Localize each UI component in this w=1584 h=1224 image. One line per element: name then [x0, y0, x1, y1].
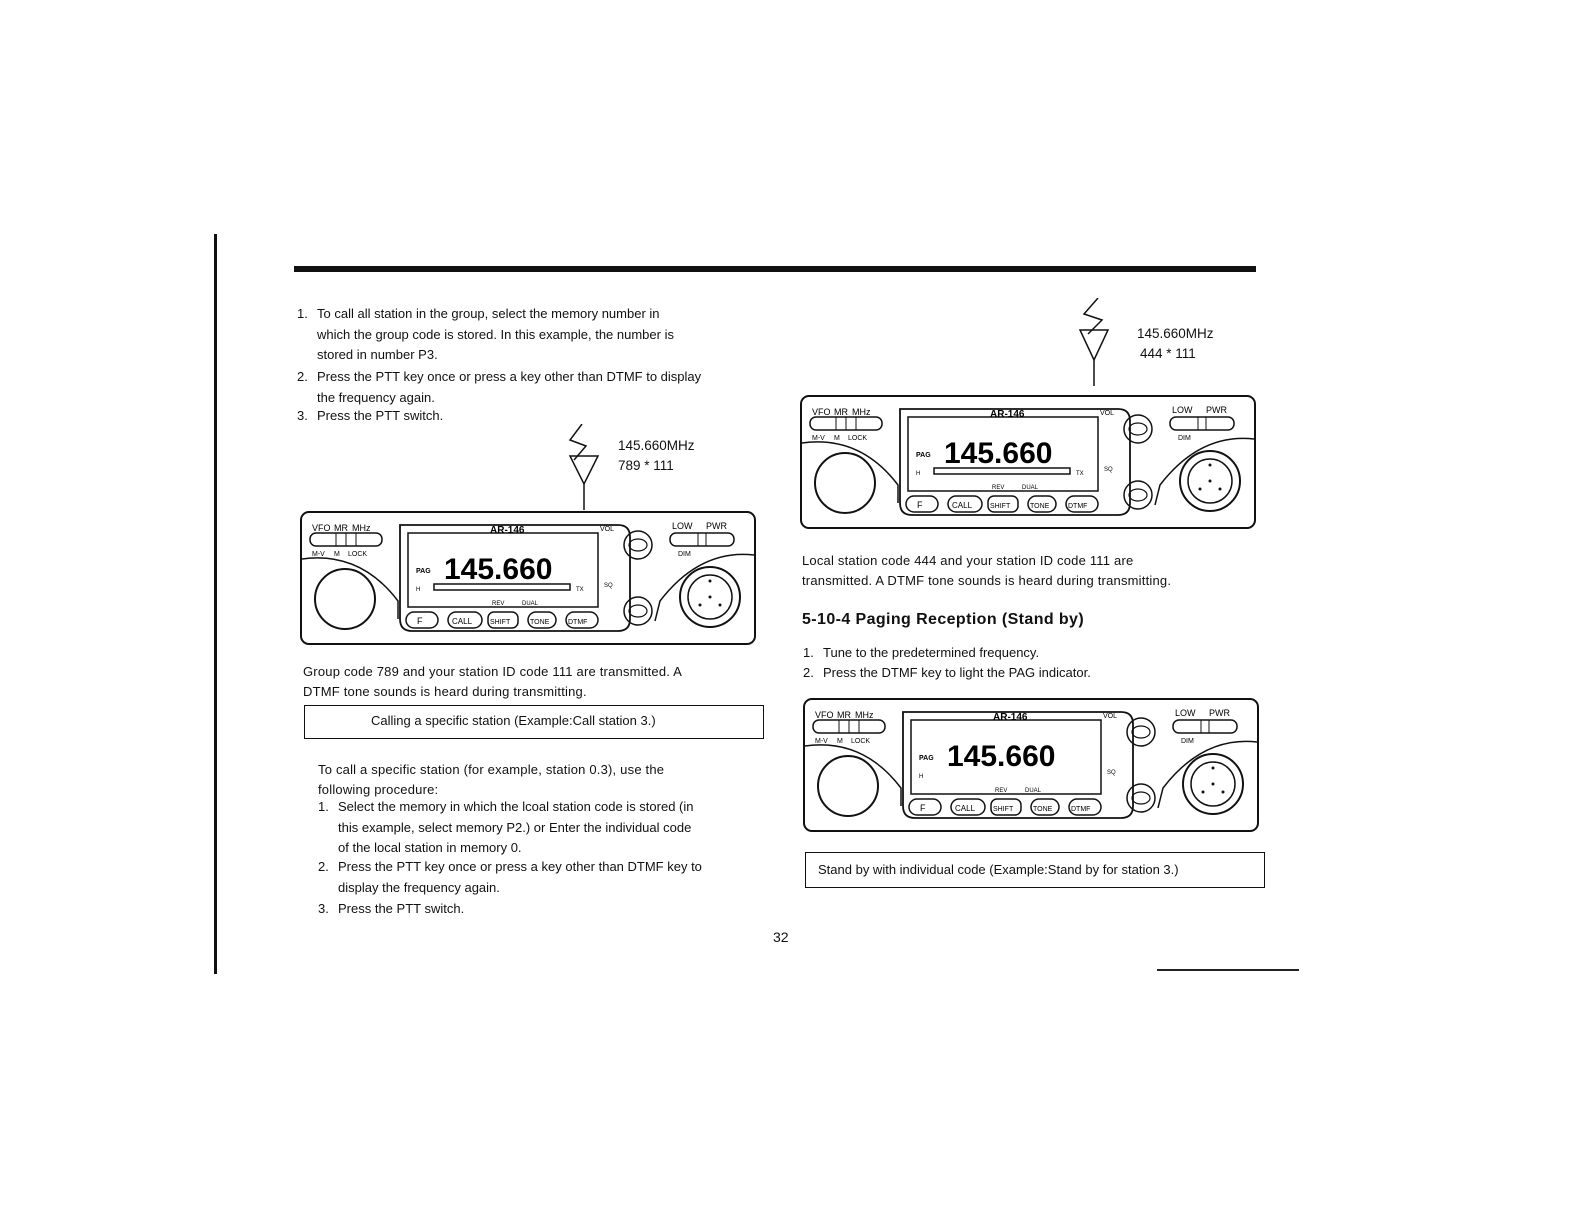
- intro-line: To call a specific station (for example, station 0.3), use the: [318, 762, 665, 777]
- list-text: Select the memory in which the lcoal station code is stored (in: [338, 799, 694, 814]
- svg-text:VOL: VOL: [1100, 410, 1115, 417]
- svg-text:CALL: CALL: [955, 804, 976, 813]
- svg-text:MR: MR: [837, 710, 851, 720]
- page-number: 32: [773, 929, 789, 945]
- svg-text:F: F: [920, 803, 926, 813]
- svg-text:TX: TX: [576, 587, 584, 593]
- svg-text:VOL: VOL: [1103, 713, 1118, 720]
- list-text: Press the PTT switch.: [338, 901, 465, 916]
- footer-rule: [1157, 969, 1299, 971]
- list-text: To call all station in the group, select the memory number in: [317, 306, 660, 321]
- radio-illustration-standby: [803, 698, 1259, 837]
- svg-text:LOW: LOW: [1172, 405, 1193, 415]
- svg-text:M-V: M-V: [812, 435, 825, 442]
- list-text: the frequency again.: [317, 389, 435, 405]
- list-number: 1.: [297, 306, 308, 321]
- svg-text:M-V: M-V: [312, 551, 325, 558]
- svg-text:LOCK: LOCK: [848, 435, 868, 442]
- svg-text:VOL: VOL: [600, 526, 615, 533]
- svg-text:MHz: MHz: [852, 407, 871, 417]
- svg-text:SQ: SQ: [1104, 467, 1113, 473]
- list-text: Press the PTT key once or press a key other than DTMF key to: [338, 859, 702, 874]
- svg-text:VFO: VFO: [812, 407, 831, 417]
- svg-text:PAG: PAG: [416, 568, 431, 575]
- svg-text:M: M: [837, 738, 843, 745]
- svg-text:M-V: M-V: [815, 738, 828, 745]
- box-label: Stand by with individual code (Example:Stand by for station 3.): [818, 862, 1179, 877]
- list-number: 2.: [318, 859, 329, 874]
- caption-line: Local station code 444 and your station ID code 111 are: [802, 553, 1134, 568]
- svg-text:DUAL: DUAL: [522, 601, 539, 607]
- svg-text:PAG: PAG: [916, 452, 931, 459]
- svg-text:H: H: [916, 471, 921, 477]
- section-heading: 5-10-4 Paging Reception (Stand by): [802, 611, 1085, 628]
- transmit-caption: [802, 551, 1262, 591]
- intro-paragraph: [318, 760, 768, 800]
- svg-text:AR-146: AR-146: [490, 525, 525, 536]
- signal-frequency: 145.660MHz: [1137, 326, 1214, 341]
- svg-text:145.660: 145.660: [947, 740, 1056, 773]
- svg-text:CALL: CALL: [452, 617, 473, 626]
- list-text: Press the DTMF key to light the PAG indicator.: [823, 665, 1091, 680]
- section-box-calling-specific: [304, 705, 764, 739]
- svg-text:M: M: [834, 435, 840, 442]
- svg-text:H: H: [919, 774, 924, 780]
- caption-line: DTMF tone sounds is heard during transmitting.: [303, 684, 587, 699]
- radio-illustration-transmit-local: [800, 395, 1256, 534]
- caption-line: Group code 789 and your station ID code 111 are transmitted. A: [303, 664, 683, 679]
- svg-text:SHIFT: SHIFT: [990, 503, 1011, 510]
- svg-text:VFO: VFO: [312, 523, 331, 533]
- svg-text:TONE: TONE: [1033, 806, 1053, 813]
- svg-text:M: M: [334, 551, 340, 558]
- svg-text:145.660: 145.660: [944, 437, 1053, 470]
- antenna-signal-icon: [562, 424, 612, 512]
- box-label: Calling a specific station (Example:Call station 3.): [371, 713, 656, 728]
- svg-text:SHIFT: SHIFT: [490, 619, 511, 626]
- antenna-signal-icon: [1072, 298, 1122, 388]
- svg-text:145.660: 145.660: [444, 553, 553, 586]
- svg-text:VFO: VFO: [815, 710, 834, 720]
- list-text: Tune to the predetermined frequency.: [823, 645, 1040, 660]
- svg-text:REV: REV: [992, 485, 1005, 491]
- svg-text:DTMF: DTMF: [1071, 806, 1091, 813]
- svg-text:PWR: PWR: [706, 521, 727, 531]
- svg-text:MR: MR: [834, 407, 848, 417]
- list-number: 3.: [318, 901, 329, 916]
- svg-text:REV: REV: [492, 601, 505, 607]
- svg-text:DTMF: DTMF: [568, 619, 588, 626]
- list-number: 2.: [297, 369, 308, 384]
- list-text: Press the PTT key once or press a key other than DTMF to display: [317, 369, 702, 384]
- signal-code: 789 * 111: [618, 458, 674, 473]
- left-margin-rule: [214, 234, 217, 974]
- svg-text:DIM: DIM: [1181, 738, 1194, 745]
- list-text: this example, select memory P2.) or Enter the individual code: [338, 819, 692, 835]
- svg-text:DUAL: DUAL: [1025, 788, 1042, 794]
- svg-text:TONE: TONE: [530, 619, 550, 626]
- signal-code: 444 * 111: [1140, 346, 1196, 361]
- svg-text:MHz: MHz: [352, 523, 371, 533]
- svg-text:DTMF: DTMF: [1068, 503, 1088, 510]
- svg-text:AR-146: AR-146: [993, 712, 1028, 723]
- list-number: 1.: [318, 799, 329, 814]
- list-number: 3.: [297, 408, 308, 423]
- list-text: Press the PTT switch.: [317, 408, 444, 423]
- svg-text:CALL: CALL: [952, 501, 973, 510]
- list-text: stored in number P3.: [317, 347, 438, 362]
- caption-line: transmitted. A DTMF tone sounds is heard during transmitting.: [802, 573, 1172, 588]
- radio-illustration-transmit: [300, 511, 756, 650]
- svg-text:F: F: [917, 500, 923, 510]
- list-number: 2.: [803, 665, 814, 680]
- list-text: which the group code is stored. In this example, the number is: [317, 326, 674, 342]
- svg-text:PWR: PWR: [1206, 405, 1227, 415]
- svg-text:DUAL: DUAL: [1022, 485, 1039, 491]
- svg-text:TX: TX: [1076, 471, 1084, 477]
- svg-text:SQ: SQ: [604, 583, 613, 589]
- list-text: of the local station in memory 0.: [338, 840, 522, 855]
- svg-text:PWR: PWR: [1209, 708, 1230, 718]
- svg-text:PAG: PAG: [919, 755, 934, 762]
- svg-text:MR: MR: [334, 523, 348, 533]
- signal-frequency: 145.660MHz: [618, 438, 695, 453]
- svg-text:REV: REV: [995, 788, 1008, 794]
- list-text: display the frequency again.: [338, 879, 500, 895]
- intro-line: following procedure:: [318, 782, 439, 797]
- svg-text:SHIFT: SHIFT: [993, 806, 1014, 813]
- svg-text:SQ: SQ: [1107, 770, 1116, 776]
- svg-text:LOCK: LOCK: [348, 551, 368, 558]
- svg-text:MHz: MHz: [855, 710, 874, 720]
- svg-text:AR-146: AR-146: [990, 409, 1025, 420]
- svg-text:DIM: DIM: [678, 551, 691, 558]
- svg-text:H: H: [416, 587, 421, 593]
- svg-text:DIM: DIM: [1178, 435, 1191, 442]
- svg-text:F: F: [417, 616, 423, 626]
- svg-text:TONE: TONE: [1030, 503, 1050, 510]
- section-box-standby: [805, 852, 1265, 888]
- svg-text:LOW: LOW: [672, 521, 693, 531]
- transmit-caption: [303, 662, 773, 702]
- header-rule: [294, 266, 1256, 272]
- list-number: 1.: [803, 645, 814, 660]
- svg-text:LOW: LOW: [1175, 708, 1196, 718]
- svg-text:LOCK: LOCK: [851, 738, 871, 745]
